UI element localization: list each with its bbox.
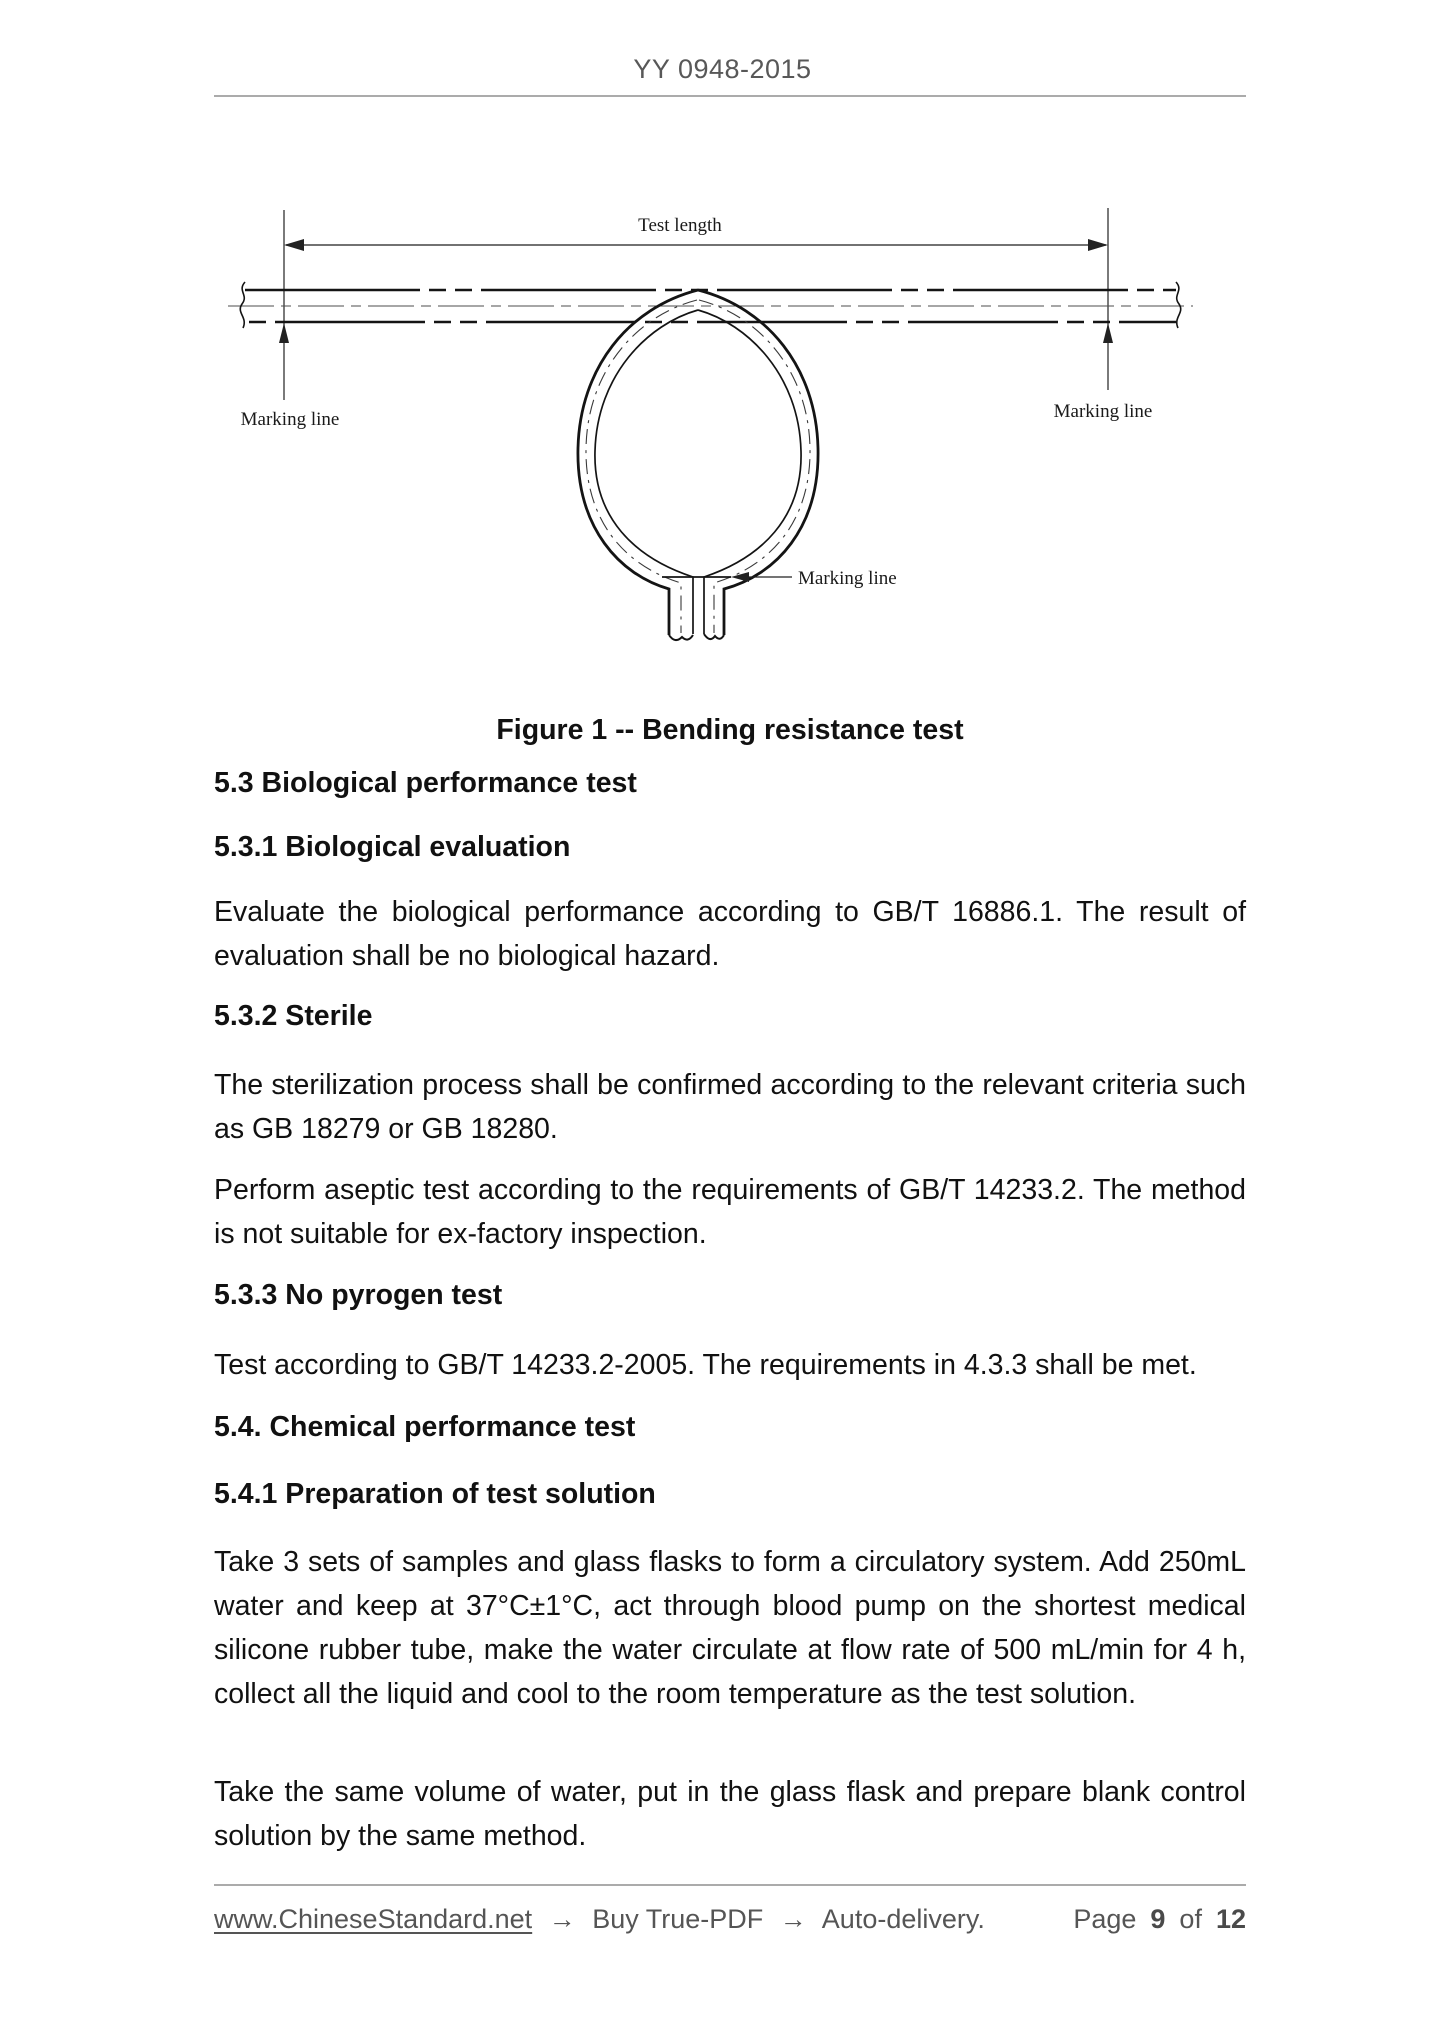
marking-line-label-bottom: Marking line xyxy=(798,568,897,589)
auto-delivery-label: Auto-delivery. xyxy=(821,1904,985,1934)
page-number: 9 xyxy=(1150,1904,1166,1934)
loop-centerline-left xyxy=(586,300,697,633)
footer-divider xyxy=(214,1884,1246,1886)
right-marking-arrow-icon xyxy=(1103,323,1113,343)
paragraph-blank-control: Take the same volume of water, put in the glass flask and prepare blank control solution by the same method. xyxy=(214,1776,1246,1852)
test-length-label: Test length xyxy=(638,215,722,236)
of-label: of xyxy=(1179,1904,1202,1934)
arrow-icon: → xyxy=(779,1904,807,1934)
heading-5-3-3: 5.3.3 No pyrogen test xyxy=(214,1279,503,1311)
heading-5-3-2: 5.3.2 Sterile xyxy=(214,1000,373,1032)
loop-centerline-right xyxy=(699,300,810,633)
page-footer xyxy=(214,1904,1246,1935)
paragraph-test-solution: Take 3 sets of samples and glass flasks to form a circulatory system. Add 250mL water and keep at 37°C±1°C, act through blood pump on the shortest medical silicone rubber tube, make the water circulate at flow rate of 500 mL/min for 4 h, collect all the liquid and cool to the room temperature as the test solution. xyxy=(214,1546,1246,1710)
marking-line-label-right: Marking line xyxy=(1053,401,1153,422)
loop-inner-left xyxy=(595,310,698,634)
heading-5-3: 5.3 Biological performance test xyxy=(214,767,637,799)
page-title: YY 0948-2015 xyxy=(633,54,812,84)
paragraph-pyrogen-test: Test according to GB/T 14233.2-2005. The requirements in 4.3.3 shall be met. xyxy=(214,1349,1197,1381)
header-divider xyxy=(214,95,1246,97)
footer-source-line xyxy=(214,1904,994,1935)
loop-inner-right xyxy=(698,310,801,634)
dimension-arrow-left-icon xyxy=(284,239,304,251)
paragraph-sterilization: The sterilization process shall be confirmed according to the relevant criteria such as GB 18279 or GB 18280. xyxy=(214,1069,1246,1145)
heading-5-3-1: 5.3.1 Biological evaluation xyxy=(214,831,571,863)
tail-left-cut-end xyxy=(669,635,693,640)
heading-5-4: 5.4. Chemical performance test xyxy=(214,1411,636,1443)
heading-5-4-1: 5.4.1 Preparation of test solution xyxy=(214,1478,656,1510)
page-indicator xyxy=(1073,1904,1246,1935)
buy-pdf-label: Buy True-PDF xyxy=(592,1904,764,1934)
marking-line-label-left: Marking line xyxy=(240,409,340,430)
tail-right-cut-end xyxy=(704,634,724,639)
paragraph-aseptic-test: Perform aseptic test according to the requirements of GB/T 14233.2. The method is not suitable for ex-factory inspection. xyxy=(214,1174,1246,1250)
leader-arrow-icon xyxy=(731,572,749,582)
paragraph-biological-evaluation: Evaluate the biological performance according to GB/T 16886.1. The result of evaluation shall be no biological hazard. xyxy=(214,896,1246,972)
right-break-icon xyxy=(1176,282,1181,328)
dimension-arrow-right-icon xyxy=(1088,239,1108,251)
figure-caption: Figure 1 -- Bending resistance test xyxy=(496,714,964,746)
bending-resistance-diagram xyxy=(180,168,1260,673)
arrow-icon: → xyxy=(548,1904,576,1934)
loop-outer-left xyxy=(578,290,698,635)
page-total: 12 xyxy=(1215,1904,1246,1934)
page-label: Page xyxy=(1073,1904,1137,1934)
website-link[interactable]: www.ChineseStandard.net xyxy=(214,1904,533,1934)
left-marking-arrow-icon xyxy=(279,323,289,343)
left-break-icon xyxy=(240,282,245,328)
